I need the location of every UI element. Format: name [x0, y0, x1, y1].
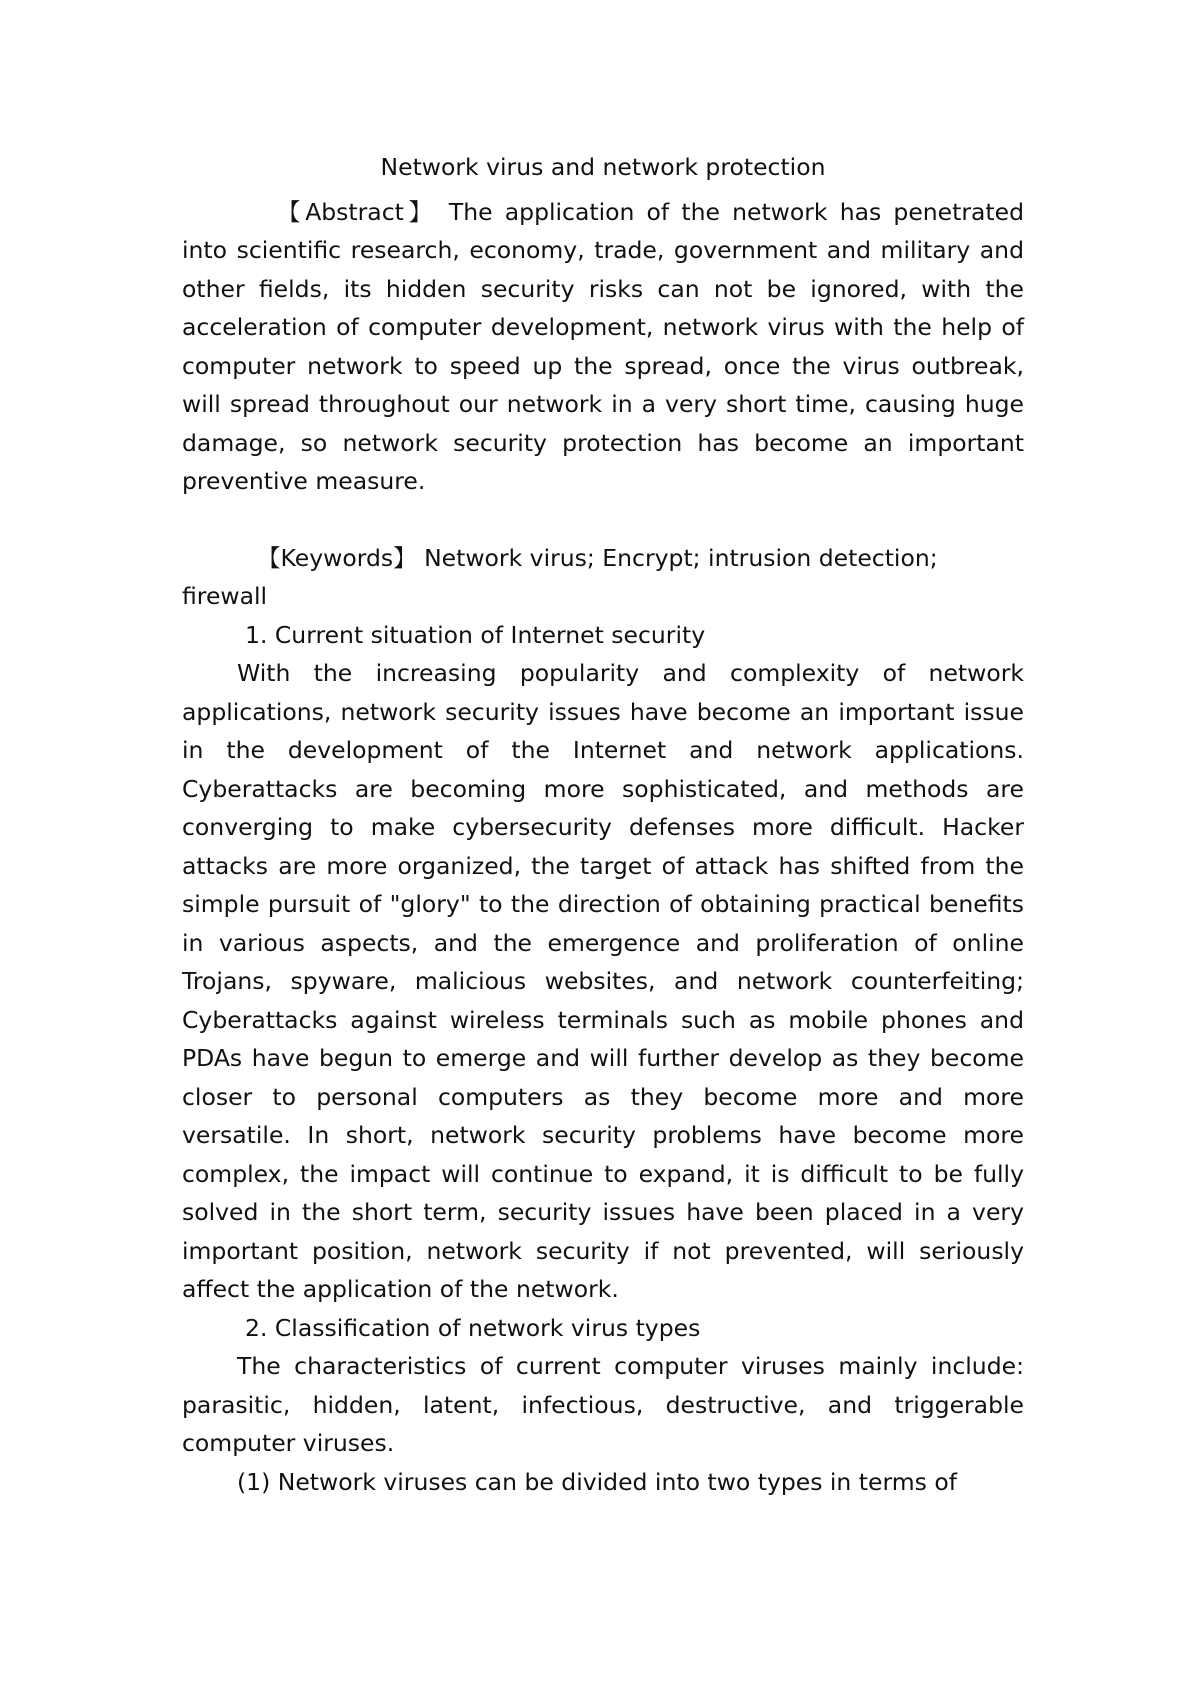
document-title: Network virus and network protection — [380, 153, 826, 181]
keywords-paragraph: 【Keywords】 Network virus; Encrypt; intrusion detection; firewall — [182, 543, 938, 610]
section-2-item-1: (1) Network viruses can be divided into two types in terms of — [237, 1467, 957, 1496]
abstract-paragraph: 【Abstract】 The application of the network has penetrated into scientific research, economy, trade, government and military and other fields, its hidden security risks can not be ignored, with the acceleration of computer development, network virus with the help of computer network to speed up the spread, once the virus outbreak, will spread throughout our network in a very short time, causing huge damage, so network security protection has become an important preventive measure. — [182, 197, 1024, 495]
section-2-paragraph: The characteristics of current computer viruses mainly include: parasitic, hidden, latent, infectious, destructive, and triggerable computer viruses. — [182, 1352, 1024, 1457]
document-page — [182, 148, 1024, 1501]
section-1-heading: 1. Current situation of Internet security — [245, 620, 706, 649]
section-1-paragraph: With the increasing popularity and complexity of network applications, network security issues have become an important issue in the development of the Internet and network applications. Cyberattacks are becoming more sophisticated, and methods are converging to make cybersecurity defenses more difficult. Hacker attacks are more organized, the target of attack has shifted from the simple pursuit of "glory" to the direction of obtaining practical benefits in various aspects, and the emergence and proliferation of online Trojans, spyware, malicious websites, and network counterfeiting; Cyberattacks against wireless terminals such as mobile phones and PDAs have begun to emerge and will further develop as they become closer to personal computers as they become more and more versatile. In short, network security problems have become more complex, the impact will continue to expand, it is difficult to be fully solved in the short term, security issues have been placed in a very important position, network security if not prevented, will seriously affect the application of the network. — [182, 659, 1024, 1303]
section-2-heading: 2. Classification of network virus types — [245, 1313, 701, 1342]
